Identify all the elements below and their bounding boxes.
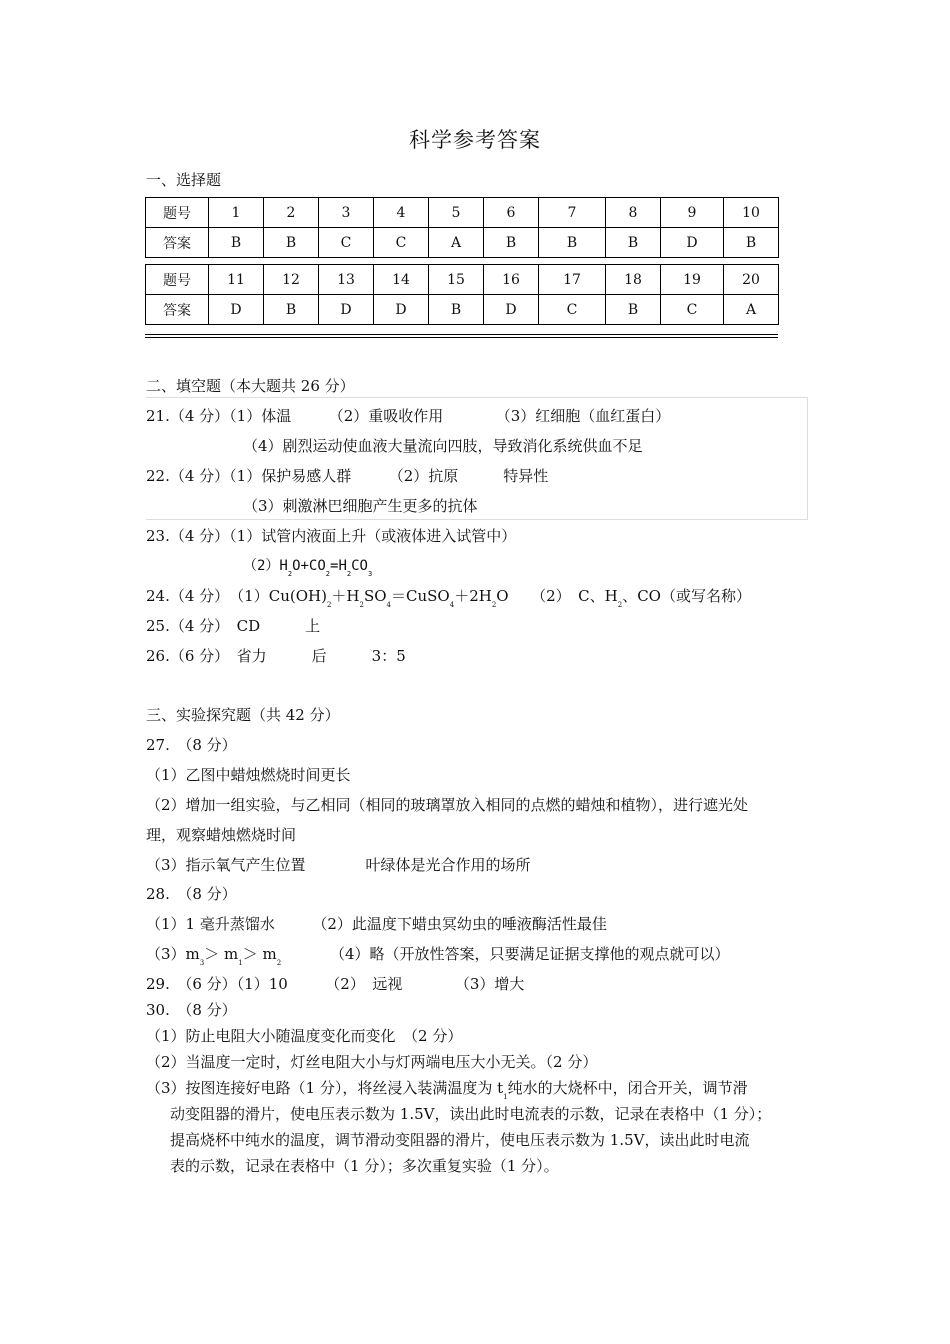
answer-25: 25.（4 分） CD 上 [146, 617, 321, 635]
answer-30-2: （2）当温度一定时，灯丝电阻大小与灯两端电压大小无关。（2 分） [146, 1053, 598, 1071]
cell-answer: B [484, 228, 539, 258]
table-row-answers [146, 228, 779, 258]
section2-heading: 二、填空题（本大题共 26 分） [146, 377, 355, 395]
eq-part: （3）按图连接好电路（1 分），将丝浸入装满温度为 t [146, 1079, 504, 1097]
eq-part: =H [330, 558, 347, 574]
answer-24 [146, 585, 751, 609]
answer-30-3d: 表的示数，记录在表格中（1 分）；多次重复实验（1 分）。 [170, 1157, 559, 1175]
answer-28-head: 28. （8 分） [146, 885, 237, 903]
eq-part: ＋H [331, 587, 360, 605]
answer-28-1: （1）1 毫升蒸馏水 （2）此温度下蜡虫冥幼虫的唾液酶活性最佳 [146, 915, 607, 933]
cell-answer: D [209, 295, 264, 325]
eq-subscript: 4 [386, 601, 392, 609]
cell-number: 3 [319, 198, 374, 228]
eq-subscript: 1 [238, 959, 243, 967]
eq-subscript: 2 [325, 570, 331, 578]
answer-27-head: 27. （8 分） [146, 736, 237, 754]
answer-22-line2: （3）刺激淋巴细胞产生更多的抗体 [243, 497, 478, 515]
eq-part: ＝CuSO [391, 587, 450, 605]
cell-answer: A [429, 228, 484, 258]
eq-part: CO [351, 558, 368, 574]
answer-30-3a [146, 1077, 748, 1101]
table-row-answers [146, 295, 779, 325]
eq-subscript: 3 [199, 959, 205, 967]
cell-answer: C [319, 228, 374, 258]
table-row-numbers [146, 265, 779, 295]
eq-subscript: 2 [491, 601, 497, 609]
eq-part: （2） C、H [508, 587, 618, 605]
cell-answer: B [606, 295, 661, 325]
page-title: 科学参考答案 [409, 128, 541, 152]
eq-subscript: 2 [326, 601, 332, 609]
answer-26: 26.（6 分） 省力 后 3：5 [146, 647, 406, 665]
cell-answer: B [429, 295, 484, 325]
eq-subscript: 1 [503, 1093, 508, 1101]
cell-answer: D [374, 295, 429, 325]
eq-subscript: 3 [367, 570, 373, 578]
cell-number: 9 [661, 198, 724, 228]
cell-number: 4 [374, 198, 429, 228]
cell-number: 20 [724, 265, 779, 295]
eq-part: （2）H [243, 558, 288, 574]
row-label-a: 答案 [146, 295, 209, 325]
cell-answer: D [661, 228, 724, 258]
cell-answer: D [484, 295, 539, 325]
eq-subscript: 2 [287, 570, 293, 578]
eq-subscript: 2 [359, 601, 364, 609]
section3-heading: 三、实验探究题（共 42 分） [146, 706, 340, 724]
cell-number: 16 [484, 265, 539, 295]
answer-27-1: （1）乙图中蜡烛燃烧时间更长 [146, 766, 351, 784]
eq-part: O [496, 587, 509, 605]
eq-part: 、CO（或写名称） [622, 587, 751, 605]
answer-27-2a: （2）增加一组实验，与乙相同（相同的玻璃罩放入相同的点燃的蜡烛和植物），进行遮光处 [146, 796, 749, 814]
answer-27-2b: 理，观察蜡烛燃烧时间 [146, 826, 297, 844]
cell-answer: B [264, 295, 319, 325]
row-label-a: 答案 [146, 228, 209, 258]
cell-number: 18 [606, 265, 661, 295]
answer-30-1: （1）防止电阻大小随温度变化而变化 （2 分） [146, 1027, 463, 1045]
answer-27-3: （3）指示氧气产生位置 叶绿体是光合作用的场所 [146, 856, 531, 874]
eq-part: 纯水的大烧杯中，闭合开关，调节滑 [507, 1079, 748, 1097]
answer-table-2 [145, 264, 779, 325]
cell-answer: B [606, 228, 661, 258]
cell-answer: B [539, 228, 606, 258]
cell-answer: D [319, 295, 374, 325]
answer-23-equation [243, 555, 372, 578]
answer-21-line1: 21.（4 分）（1）体温 （2）重吸收作用 （3）红细胞（血红蛋白） [146, 407, 671, 425]
eq-part: O+CO [292, 558, 326, 574]
table-row-numbers [146, 198, 779, 228]
cell-number: 1 [209, 198, 264, 228]
eq-part: SO [363, 587, 387, 605]
answer-28-4: （4）略（开放性答案，只要满足证据支撑他的观点就可以） [330, 945, 730, 963]
cell-answer: B [264, 228, 319, 258]
cell-number: 2 [264, 198, 319, 228]
answer-table-1 [145, 197, 779, 258]
cell-number: 5 [429, 198, 484, 228]
cell-answer: C [661, 295, 724, 325]
answer-30-3c: 提高烧杯中纯水的温度，调节滑动变阻器的滑片，使电压表示数为 1.5V，读出此时电流 [170, 1131, 750, 1149]
cell-number: 11 [209, 265, 264, 295]
answer-28-3 [146, 943, 281, 967]
cell-number: 8 [606, 198, 661, 228]
cell-number: 10 [724, 198, 779, 228]
cell-number: 15 [429, 265, 484, 295]
eq-subscript: 2 [346, 570, 352, 578]
answer-29: 29. （6 分）（1）10 （2） 远视 （3）增大 [146, 975, 525, 993]
eq-part: ＞ m [242, 945, 277, 963]
answer-22-line1: 22.（4 分）（1）保护易感人群 （2）抗原 特异性 [146, 467, 549, 485]
cell-number: 13 [319, 265, 374, 295]
cell-number: 19 [661, 265, 724, 295]
table-double-rule [145, 334, 778, 338]
cell-answer: B [209, 228, 264, 258]
eq-subscript: 2 [276, 959, 282, 967]
eq-subscript: 4 [449, 601, 455, 609]
section1-heading: 一、选择题 [146, 171, 222, 189]
cell-answer: C [539, 295, 606, 325]
eq-part: （3）m [146, 945, 200, 963]
cell-number: 14 [374, 265, 429, 295]
cell-answer: C [374, 228, 429, 258]
answer-23-line1: 23.（4 分）（1）试管内液面上升（或液体进入试管中） [146, 527, 517, 545]
row-label-q: 题号 [146, 265, 209, 295]
answer-21-line2: （4）剧烈运动使血液大量流向四肢，导致消化系统供血不足 [243, 437, 643, 455]
eq-part: ＞ m [204, 945, 239, 963]
answer-30-head: 30. （8 分） [146, 1001, 237, 1019]
cell-number: 7 [539, 198, 606, 228]
cell-answer: B [724, 228, 779, 258]
cell-number: 6 [484, 198, 539, 228]
cell-answer: A [724, 295, 779, 325]
cell-number: 12 [264, 265, 319, 295]
cell-number: 17 [539, 265, 606, 295]
eq-subscript: 2 [617, 601, 623, 609]
answer-30-3b: 动变阻器的滑片，使电压表示数为 1.5V，读出此时电流表的示数，记录在表格中（1 分）； [170, 1105, 772, 1123]
eq-part: 24.（4 分） （1）Cu(OH) [146, 587, 327, 605]
row-label-q: 题号 [146, 198, 209, 228]
eq-part: ＋2H [454, 587, 492, 605]
